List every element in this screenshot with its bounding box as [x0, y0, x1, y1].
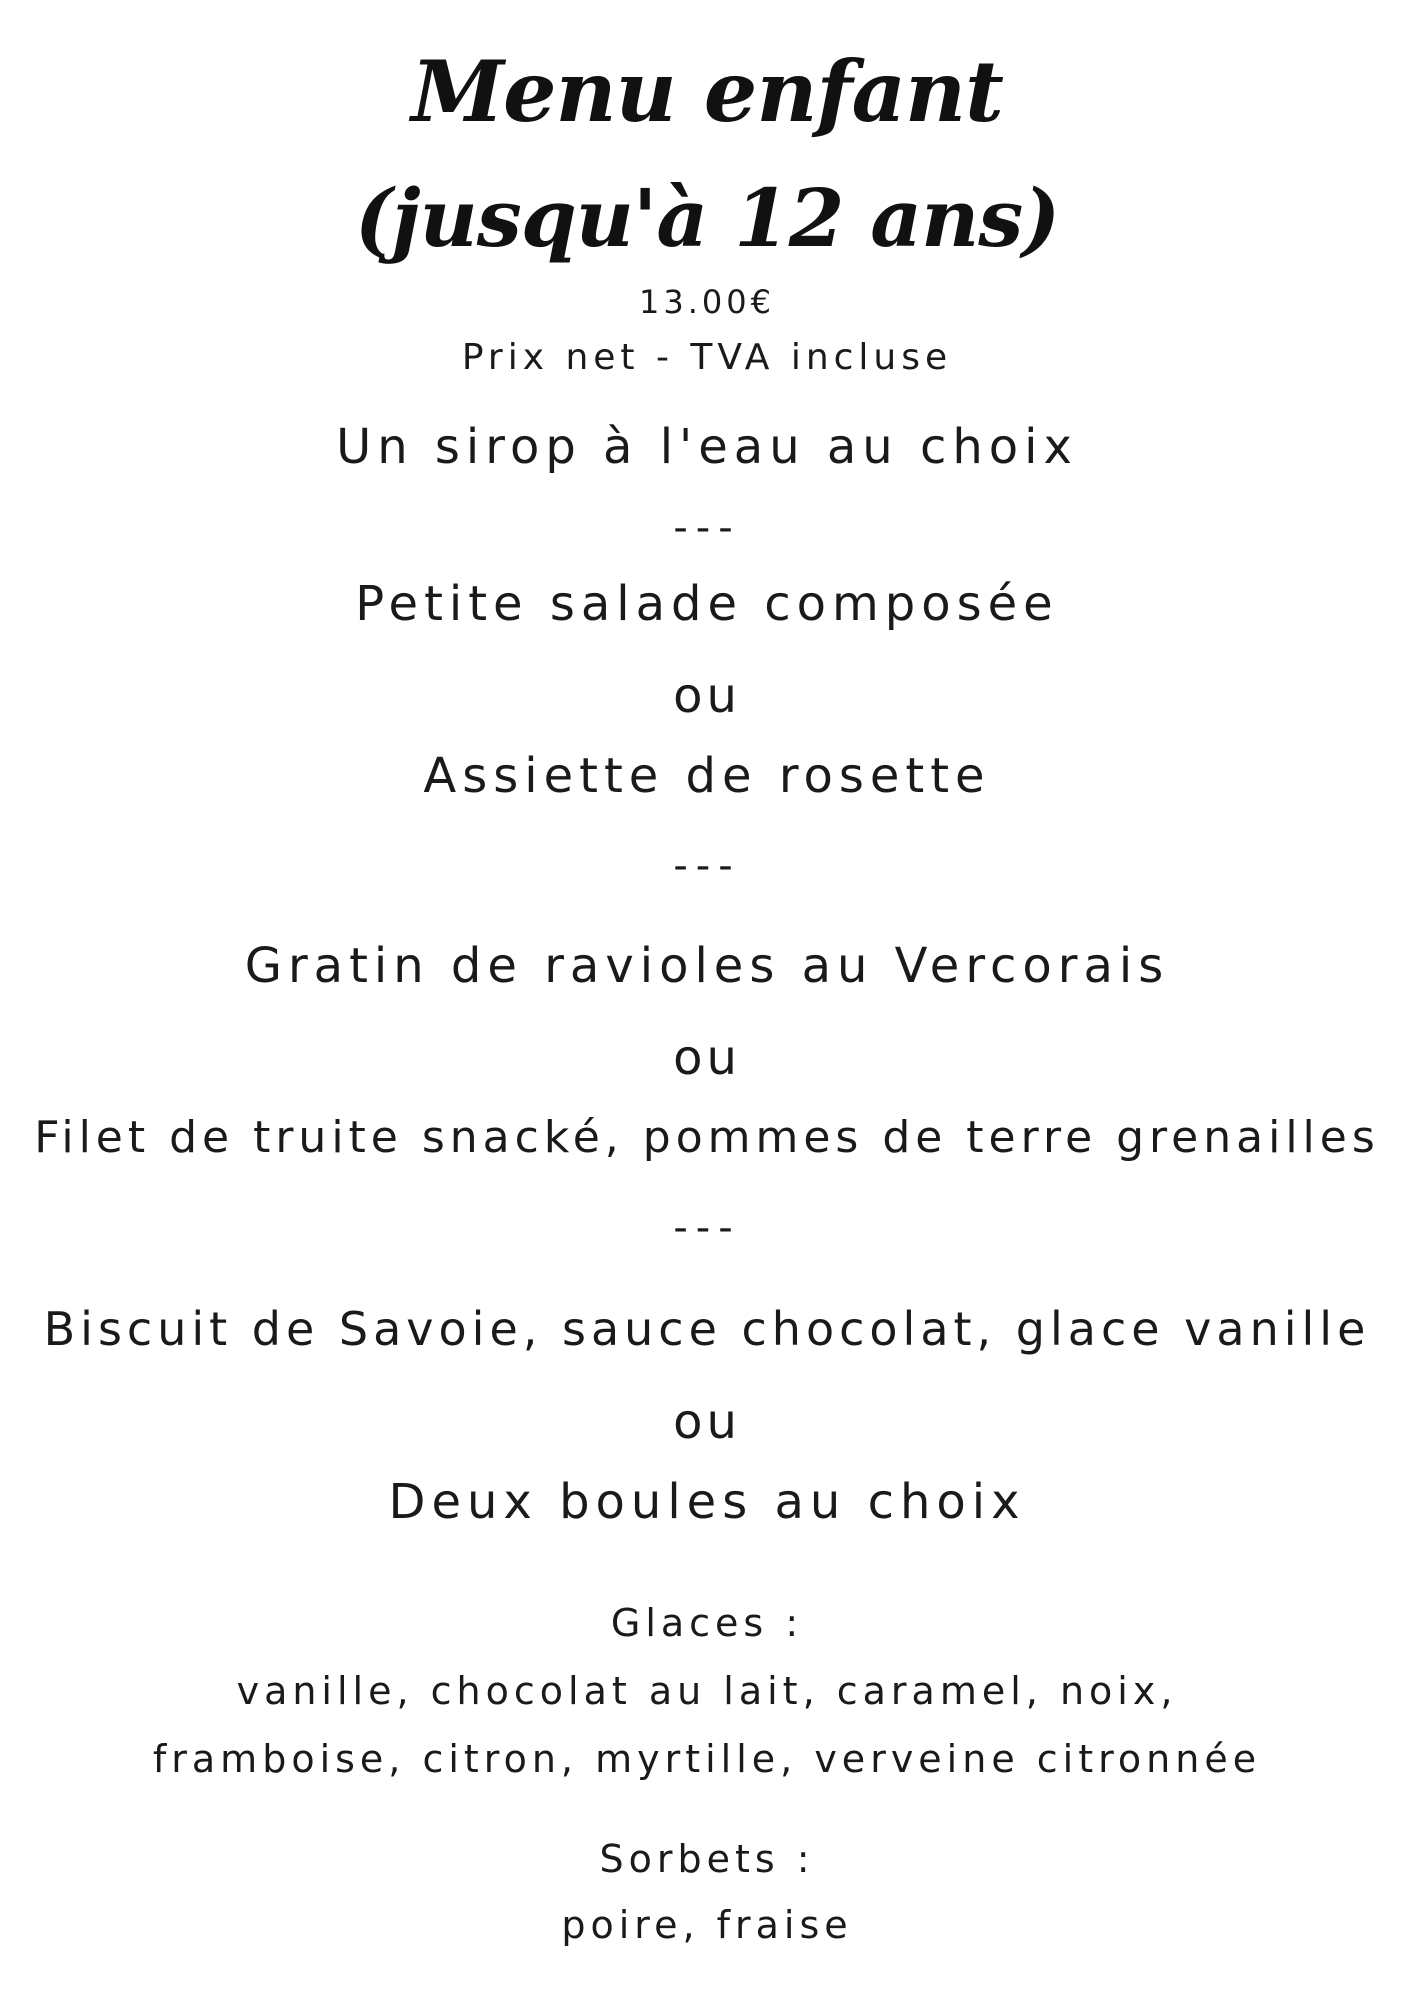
or-label: ou	[673, 1030, 741, 1086]
course-separator: ---	[673, 1205, 741, 1251]
menu-title: Menu enfant	[411, 42, 1003, 141]
ice-cream-heading: Glaces :	[610, 1601, 804, 1645]
dessert-item: Deux boules au choix	[388, 1474, 1026, 1530]
sorbet-heading: Sorbets :	[599, 1837, 815, 1881]
drink-item: Un sirop à l'eau au choix	[336, 419, 1078, 475]
or-label: ou	[673, 668, 741, 724]
starter-item: Assiette de rosette	[423, 748, 991, 804]
course-separator: ---	[673, 843, 741, 889]
menu-price: 13.00€	[639, 283, 775, 321]
sorbet-flavours: poire, fraise	[561, 1903, 853, 1947]
menu-subtitle: (jusqu'à 12 ans)	[354, 171, 1060, 265]
main-item: Gratin de ravioles au Vercorais	[244, 938, 1170, 994]
course-separator: ---	[673, 505, 741, 551]
starter-item: Petite salade composée	[355, 576, 1059, 632]
price-note: Prix net - TVA incluse	[461, 337, 953, 378]
ice-cream-flavours: vanille, chocolat au lait, caramel, noix,	[236, 1669, 1178, 1713]
or-label: ou	[673, 1394, 741, 1450]
dessert-item: Biscuit de Savoie, sauce chocolat, glace vanille	[43, 1302, 1371, 1356]
ice-cream-flavours: framboise, citron, myrtille, verveine citronnée	[152, 1737, 1262, 1781]
main-item: Filet de truite snacké, pommes de terre grenailles	[34, 1112, 1380, 1163]
